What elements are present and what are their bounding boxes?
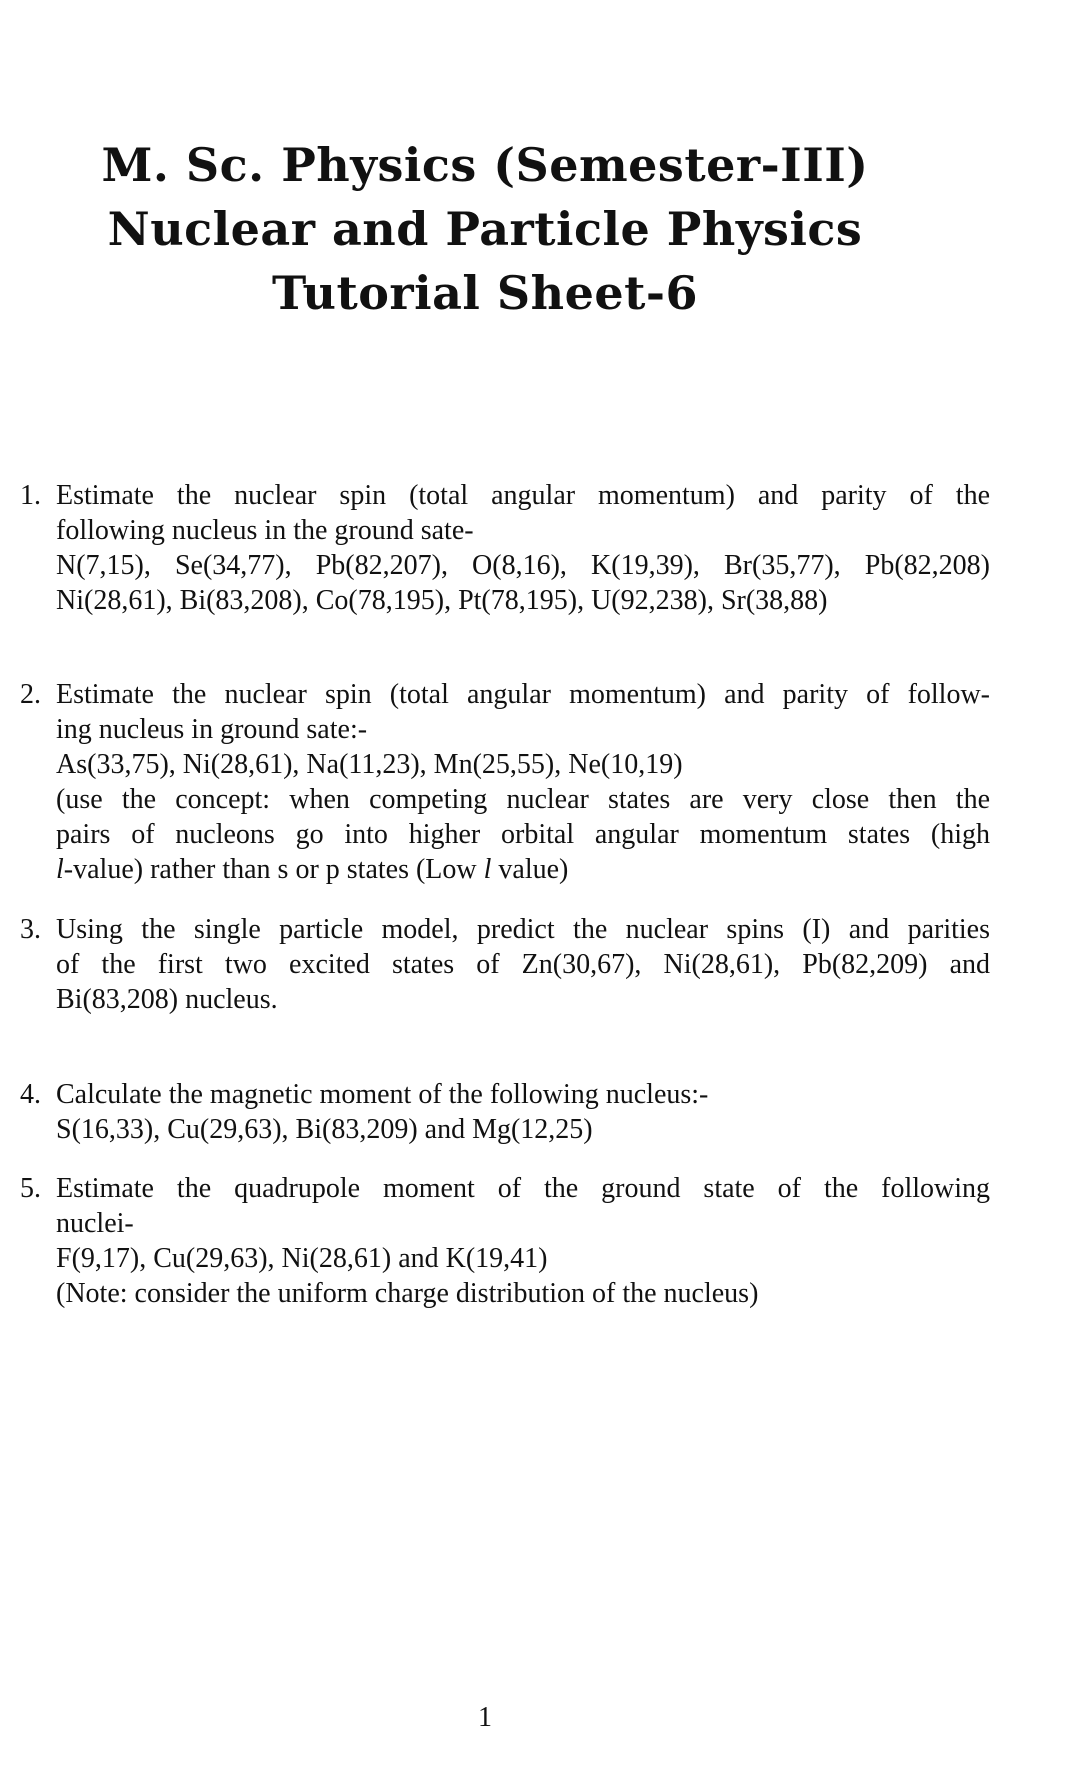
nuclei-list-line: F(9,17), Cu(29,63), Ni(28,61) and K(19,41) xyxy=(56,1243,548,1274)
subject-title: Nuclear and Particle Physics xyxy=(107,202,863,256)
nuclei-list-line: S(16,33), Cu(29,63), Bi(83,209) and Mg(12,25) xyxy=(56,1114,593,1145)
sheet-title: Tutorial Sheet-6 xyxy=(272,266,698,320)
problem-number: 5. xyxy=(20,1173,41,1204)
problem-number: 1. xyxy=(20,480,41,511)
l-symbol: l xyxy=(483,854,492,885)
course-title: M. Sc. Physics (Semester-III) xyxy=(101,138,869,192)
hint-text-line xyxy=(56,852,990,887)
problem-text-line: following nucleus in the ground sate- xyxy=(56,515,474,546)
nuclei-list-line: Ni(28,61), Bi(83,208), Co(78,195), Pt(78,195), U(92,238), Sr(38,88) xyxy=(56,585,828,616)
problem-body xyxy=(56,912,990,1017)
problem-text-line: Calculate the magnetic moment of the following nucleus:- xyxy=(56,1079,709,1110)
problem-number: 3. xyxy=(20,914,41,945)
problem-1 xyxy=(20,478,990,618)
problem-4 xyxy=(20,1077,990,1147)
problem-body xyxy=(56,1077,990,1147)
problem-text-line: Estimate the nuclear spin (total angular momentum) and parity of follow- xyxy=(56,679,990,710)
problem-5 xyxy=(20,1171,990,1311)
problem-text-line: Estimate the quadrupole moment of the ground state of the following xyxy=(56,1173,990,1204)
problem-body xyxy=(56,478,990,618)
nuclei-list-line: As(33,75), Ni(28,61), Na(11,23), Mn(25,55), Ne(10,19) xyxy=(56,749,683,780)
problem-text-line: nuclei- xyxy=(56,1208,134,1239)
problem-text-line: Estimate the nuclear spin (total angular momentum) and parity of the xyxy=(56,480,990,511)
problem-2 xyxy=(20,677,990,887)
problem-body xyxy=(56,677,990,887)
note-text-line: (Note: consider the uniform charge distribution of the nucleus) xyxy=(56,1278,759,1309)
problem-text-line: Bi(83,208) nucleus. xyxy=(56,984,278,1015)
problem-text-line: ing nucleus in ground sate:- xyxy=(56,714,368,745)
problem-number: 2. xyxy=(20,679,41,710)
hint-text-line: (use the concept: when competing nuclear states are very close then the xyxy=(56,784,990,815)
problem-text-line: of the first two excited states of Zn(30,67), Ni(28,61), Pb(82,209) and xyxy=(56,949,990,980)
problem-text-line: Using the single particle model, predict the nuclear spins (I) and parities xyxy=(56,914,990,945)
problem-body xyxy=(56,1171,990,1311)
hint-text-fragment: -value) rather than s or p states (Low xyxy=(63,854,484,885)
hint-text-fragment: value) xyxy=(491,854,569,885)
nuclei-list-line: N(7,15), Se(34,77), Pb(82,207), O(8,16), K(19,39), Br(35,77), Pb(82,208) xyxy=(56,550,990,581)
problem-number: 4. xyxy=(20,1079,41,1110)
page-number: 1 xyxy=(478,1702,492,1733)
l-symbol: l xyxy=(56,854,64,885)
problem-3 xyxy=(20,912,990,1017)
hint-text-line: pairs of nucleons go into higher orbital angular momentum states (high xyxy=(56,819,990,850)
